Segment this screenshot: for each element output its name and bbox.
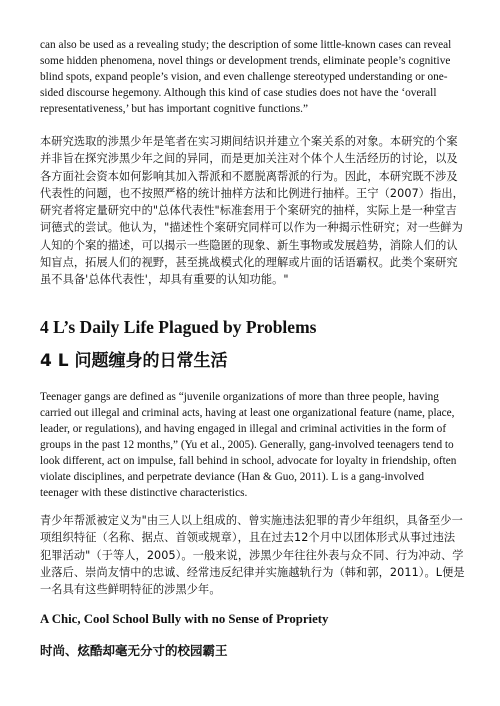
section-heading-en: 4 L’s Daily Life Plagued by Problems: [40, 317, 317, 337]
subheading-zh: 时尚、炫酷却毫无分寸的校园霸王: [40, 643, 228, 658]
paragraph-method-zh: 本研究选取的涉黑少年是笔者在实习期间结识并建立个案关系的对象。本研究的个案并非旨在探究涉黑少年之间的异同，而是更加关注对个体个人生活经历的讨论，以及各方面社会资本如何影响其加入帮派和不愿脱离帮派的行为。因此，本研究既不涉及代表性的问题，也不按照严格的统计抽样方法和比例进行抽样。王宁（2007）指出，研究者将定量研究中的"总体代表性"标准套用于个案研究的抽样，实际上是一种堂吉诃德式的尝试。他认为，"描述性个案研究同样可以作为一种揭示性研究；对一些鲜为人知的个案的描述，可以揭示一些隐匿的现象、新生事物或发展趋势，消除人们的认知盲点，拓展人们的视野，甚至挑战模式化的理解或片面的话语霸权。此类个案研究虽不具备'总体代表性'，却具有重要的认知功能。": [40, 135, 464, 287]
section-heading-zh: 4 L 问题缠身的日常生活: [40, 351, 228, 371]
paragraph-gang-definition-en: Teenager gangs are defined as “juvenile organizations of more than three people, having carried out illegal and criminal acts, having at least one organizational feature (name, place, leader, or regulations), and having engaged in illegal and criminal activities in the form of groups in the past 12 months,” (Yu et al., 2005). Generally, gang-involved teenagers tend to look different, act on impulse, fall behind in school, advocate for loyalty in friendship, often violate disciplines, and perpetrate deviance (Han & Guo, 2011). L is a gang-involved teenager with these distinctive characteristics.: [40, 391, 457, 499]
paragraph-quote-continuation-en: can also be used as a revealing study; the description of some little-known cases can reveal some hidden phenomena, novel things or development trends, eliminate people’s cognitive blind spots, expand people’s vision, and even challenge stereotyped understanding or one-sided discourse hegemony. Although this kind of case studies does not have the ‘overall representativeness,’ but has important cognitive functions.”: [40, 39, 452, 115]
paragraph-gang-definition-zh: 青少年帮派被定义为"由三人以上组成的、曾实施违法犯罪的青少年组织，具备至少一项组织特征（名称、据点、首领或规章），且在过去12个月中以团体形式从事过违法犯罪活动"（于等人，2005）。一般来说，涉黑少年往往外表与众不同、行为冲动、学业落后、崇尚友情中的忠诚、经常违反纪律并实施越轨行为（韩和郭，2011）。L便是一名具有这些鲜明特征的涉黑少年。: [40, 514, 465, 597]
subheading-en: A Chic, Cool School Bully with no Sense of Propriety: [40, 612, 329, 626]
